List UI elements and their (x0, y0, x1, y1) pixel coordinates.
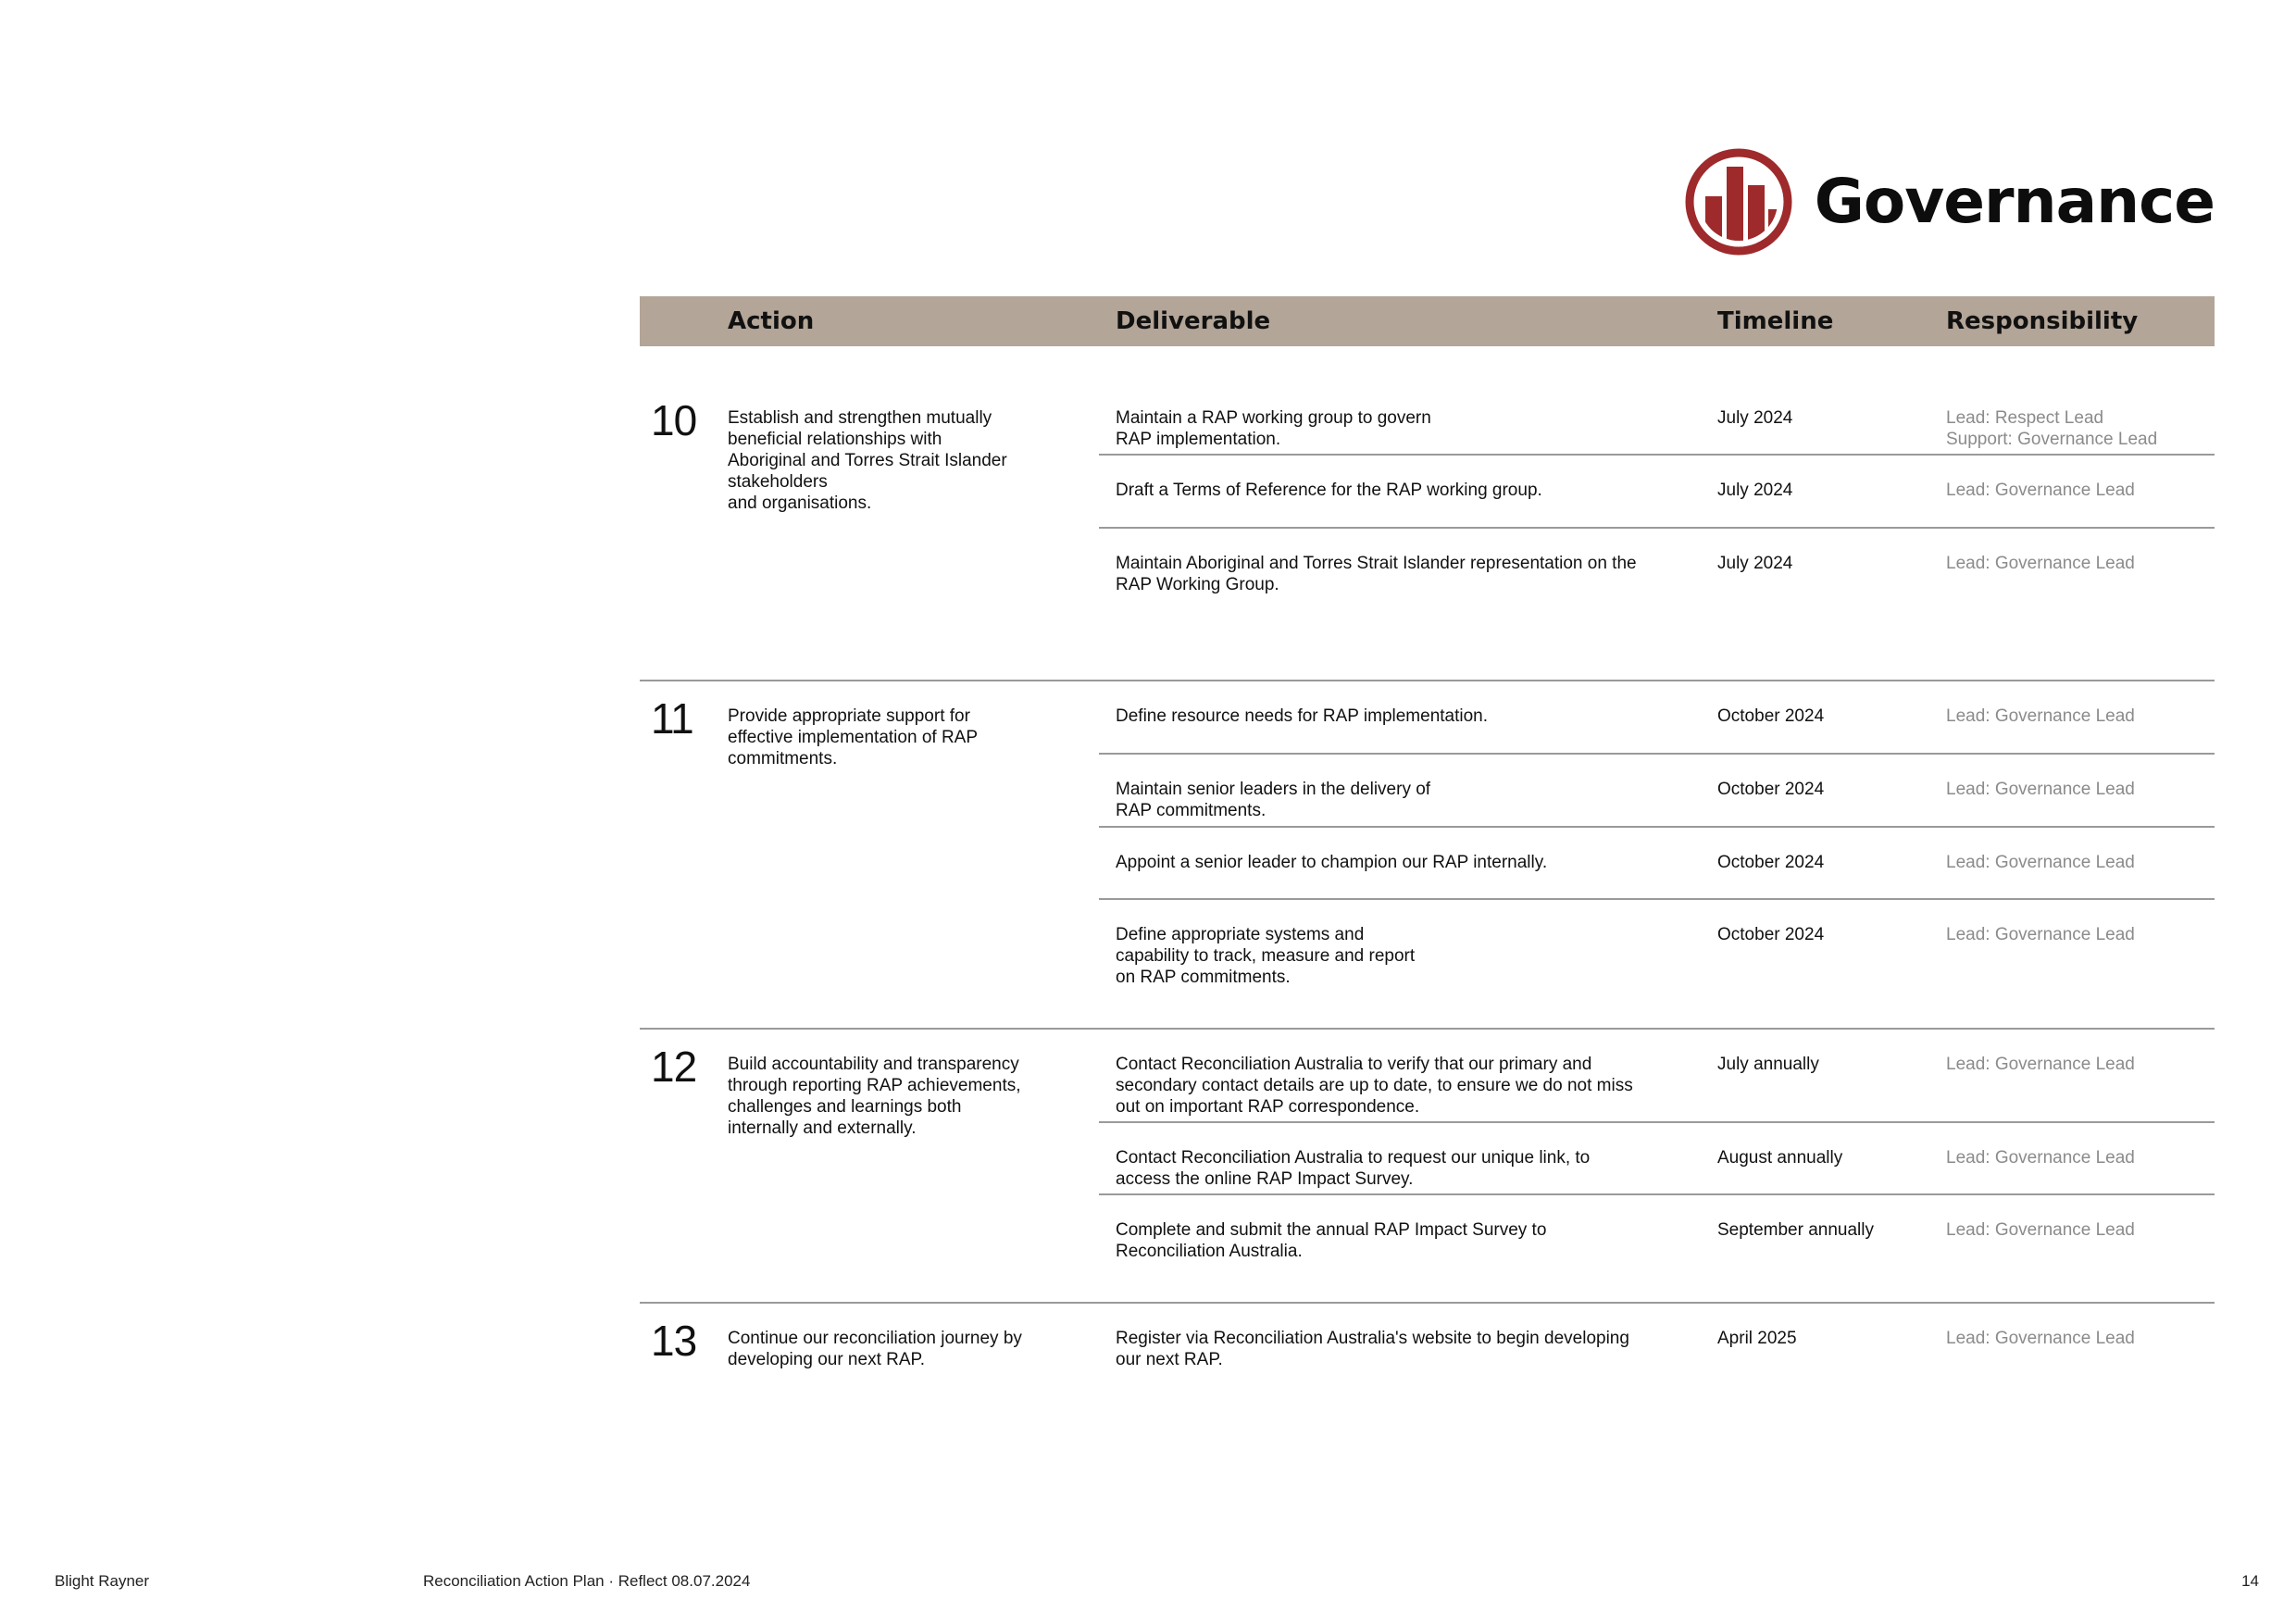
column-header-responsibility: Responsibility (1946, 307, 2139, 335)
timeline-cell: October 2024 (1717, 706, 1825, 726)
column-header-action: Action (728, 307, 815, 335)
deliverable-cell: Contact Reconciliation Australia to verify that our primary and secondary contact details are up to date, to ensure we do not miss out on important RAP correspondence. (1116, 1055, 1633, 1117)
table-row (1099, 454, 2215, 527)
deliverable-cell: Maintain a RAP working group to govern RAP implementation. (1116, 408, 1431, 449)
table-row (1099, 1193, 2215, 1305)
action-group-12 (640, 1028, 2215, 1302)
action-group-10 (640, 346, 2215, 680)
table-row (1099, 753, 2215, 826)
column-header-timeline: Timeline (1717, 307, 1834, 335)
timeline-cell: October 2024 (1717, 780, 1825, 799)
action-number: 12 (651, 1043, 697, 1091)
timeline-cell: July 2024 (1717, 408, 1793, 428)
table-row (1099, 898, 2215, 1031)
action-description: Provide appropriate support for effective implementation of RAP commitments. (728, 706, 979, 768)
deliverable-cell: Maintain Aboriginal and Torres Strait Islander representation on the RAP Working Group. (1116, 554, 1637, 594)
bar-chart-circle-icon (1685, 148, 1792, 256)
table-row (1099, 826, 2215, 898)
table-row (1099, 1121, 2215, 1193)
timeline-cell: August annually (1717, 1148, 1843, 1168)
responsibility-cell: Lead: Respect Lead Support: Governance Lead (1946, 408, 2158, 449)
action-description: Build accountability and transparency through reporting RAP achievements, challenges and learnings both internally and externally. (728, 1055, 1021, 1138)
timeline-cell: October 2024 (1717, 853, 1825, 872)
footer-document-title: Reconciliation Action Plan · Reflect 08.07.2024 (423, 1572, 751, 1590)
governance-table (640, 296, 2215, 1396)
page-title: Governance (1814, 166, 2215, 237)
footer-page-number: 14 (2241, 1572, 2259, 1590)
responsibility-cell: Lead: Governance Lead (1946, 1220, 2135, 1240)
action-number: 13 (651, 1317, 697, 1365)
responsibility-cell: Lead: Governance Lead (1946, 925, 2135, 944)
timeline-cell: October 2024 (1717, 925, 1825, 944)
responsibility-cell: Lead: Governance Lead (1946, 554, 2135, 573)
deliverable-rows (1099, 1304, 2215, 1383)
deliverable-cell: Contact Reconciliation Australia to request our unique link, to access the online RAP Impact Survey. (1116, 1148, 1591, 1189)
table-row (1099, 681, 2215, 753)
deliverable-rows (1099, 1030, 2215, 1305)
timeline-cell: September annually (1717, 1220, 1874, 1240)
deliverable-cell: Register via Reconciliation Australia's website to begin developing our next RAP. (1116, 1329, 1629, 1369)
table-header (640, 296, 2215, 346)
timeline-cell: April 2025 (1717, 1329, 1797, 1348)
table-row (1099, 527, 2215, 636)
action-description: Establish and strengthen mutually beneficial relationships with Aboriginal and Torres Strait Islander stakeholders and organisations. (728, 408, 1007, 513)
column-header-deliverable: Deliverable (1116, 307, 1271, 335)
table-row (1099, 1304, 2215, 1383)
action-description: Continue our reconciliation journey by developing our next RAP. (728, 1329, 1022, 1369)
responsibility-cell: Lead: Governance Lead (1946, 780, 2135, 799)
responsibility-cell: Lead: Governance Lead (1946, 481, 2135, 500)
action-group-13 (640, 1302, 2215, 1396)
action-group-11 (640, 680, 2215, 1028)
deliverable-cell: Draft a Terms of Reference for the RAP working group. (1116, 481, 1542, 500)
responsibility-cell: Lead: Governance Lead (1946, 1329, 2135, 1348)
responsibility-cell: Lead: Governance Lead (1946, 706, 2135, 726)
responsibility-cell: Lead: Governance Lead (1946, 853, 2135, 872)
table-row (1099, 383, 2215, 454)
action-number: 11 (651, 694, 693, 743)
deliverable-cell: Complete and submit the annual RAP Impact Survey to Reconciliation Australia. (1116, 1220, 1547, 1261)
deliverable-cell: Maintain senior leaders in the delivery of RAP commitments. (1116, 780, 1431, 820)
deliverable-rows (1099, 681, 2215, 1031)
deliverable-cell: Define resource needs for RAP implementation. (1116, 706, 1489, 726)
page-heading (1685, 148, 2215, 259)
timeline-cell: July 2024 (1717, 481, 1793, 500)
action-number: 10 (651, 396, 697, 444)
table-row (1099, 1030, 2215, 1121)
deliverable-cell: Appoint a senior leader to champion our RAP internally. (1116, 853, 1548, 872)
timeline-cell: July 2024 (1717, 554, 1793, 573)
responsibility-cell: Lead: Governance Lead (1946, 1055, 2135, 1074)
timeline-cell: July annually (1717, 1055, 1819, 1074)
deliverable-cell: Define appropriate systems and capability to track, measure and report on RAP commitments. (1116, 925, 1416, 987)
footer-company: Blight Rayner (55, 1572, 150, 1590)
deliverable-rows (1099, 383, 2215, 636)
responsibility-cell: Lead: Governance Lead (1946, 1148, 2135, 1168)
